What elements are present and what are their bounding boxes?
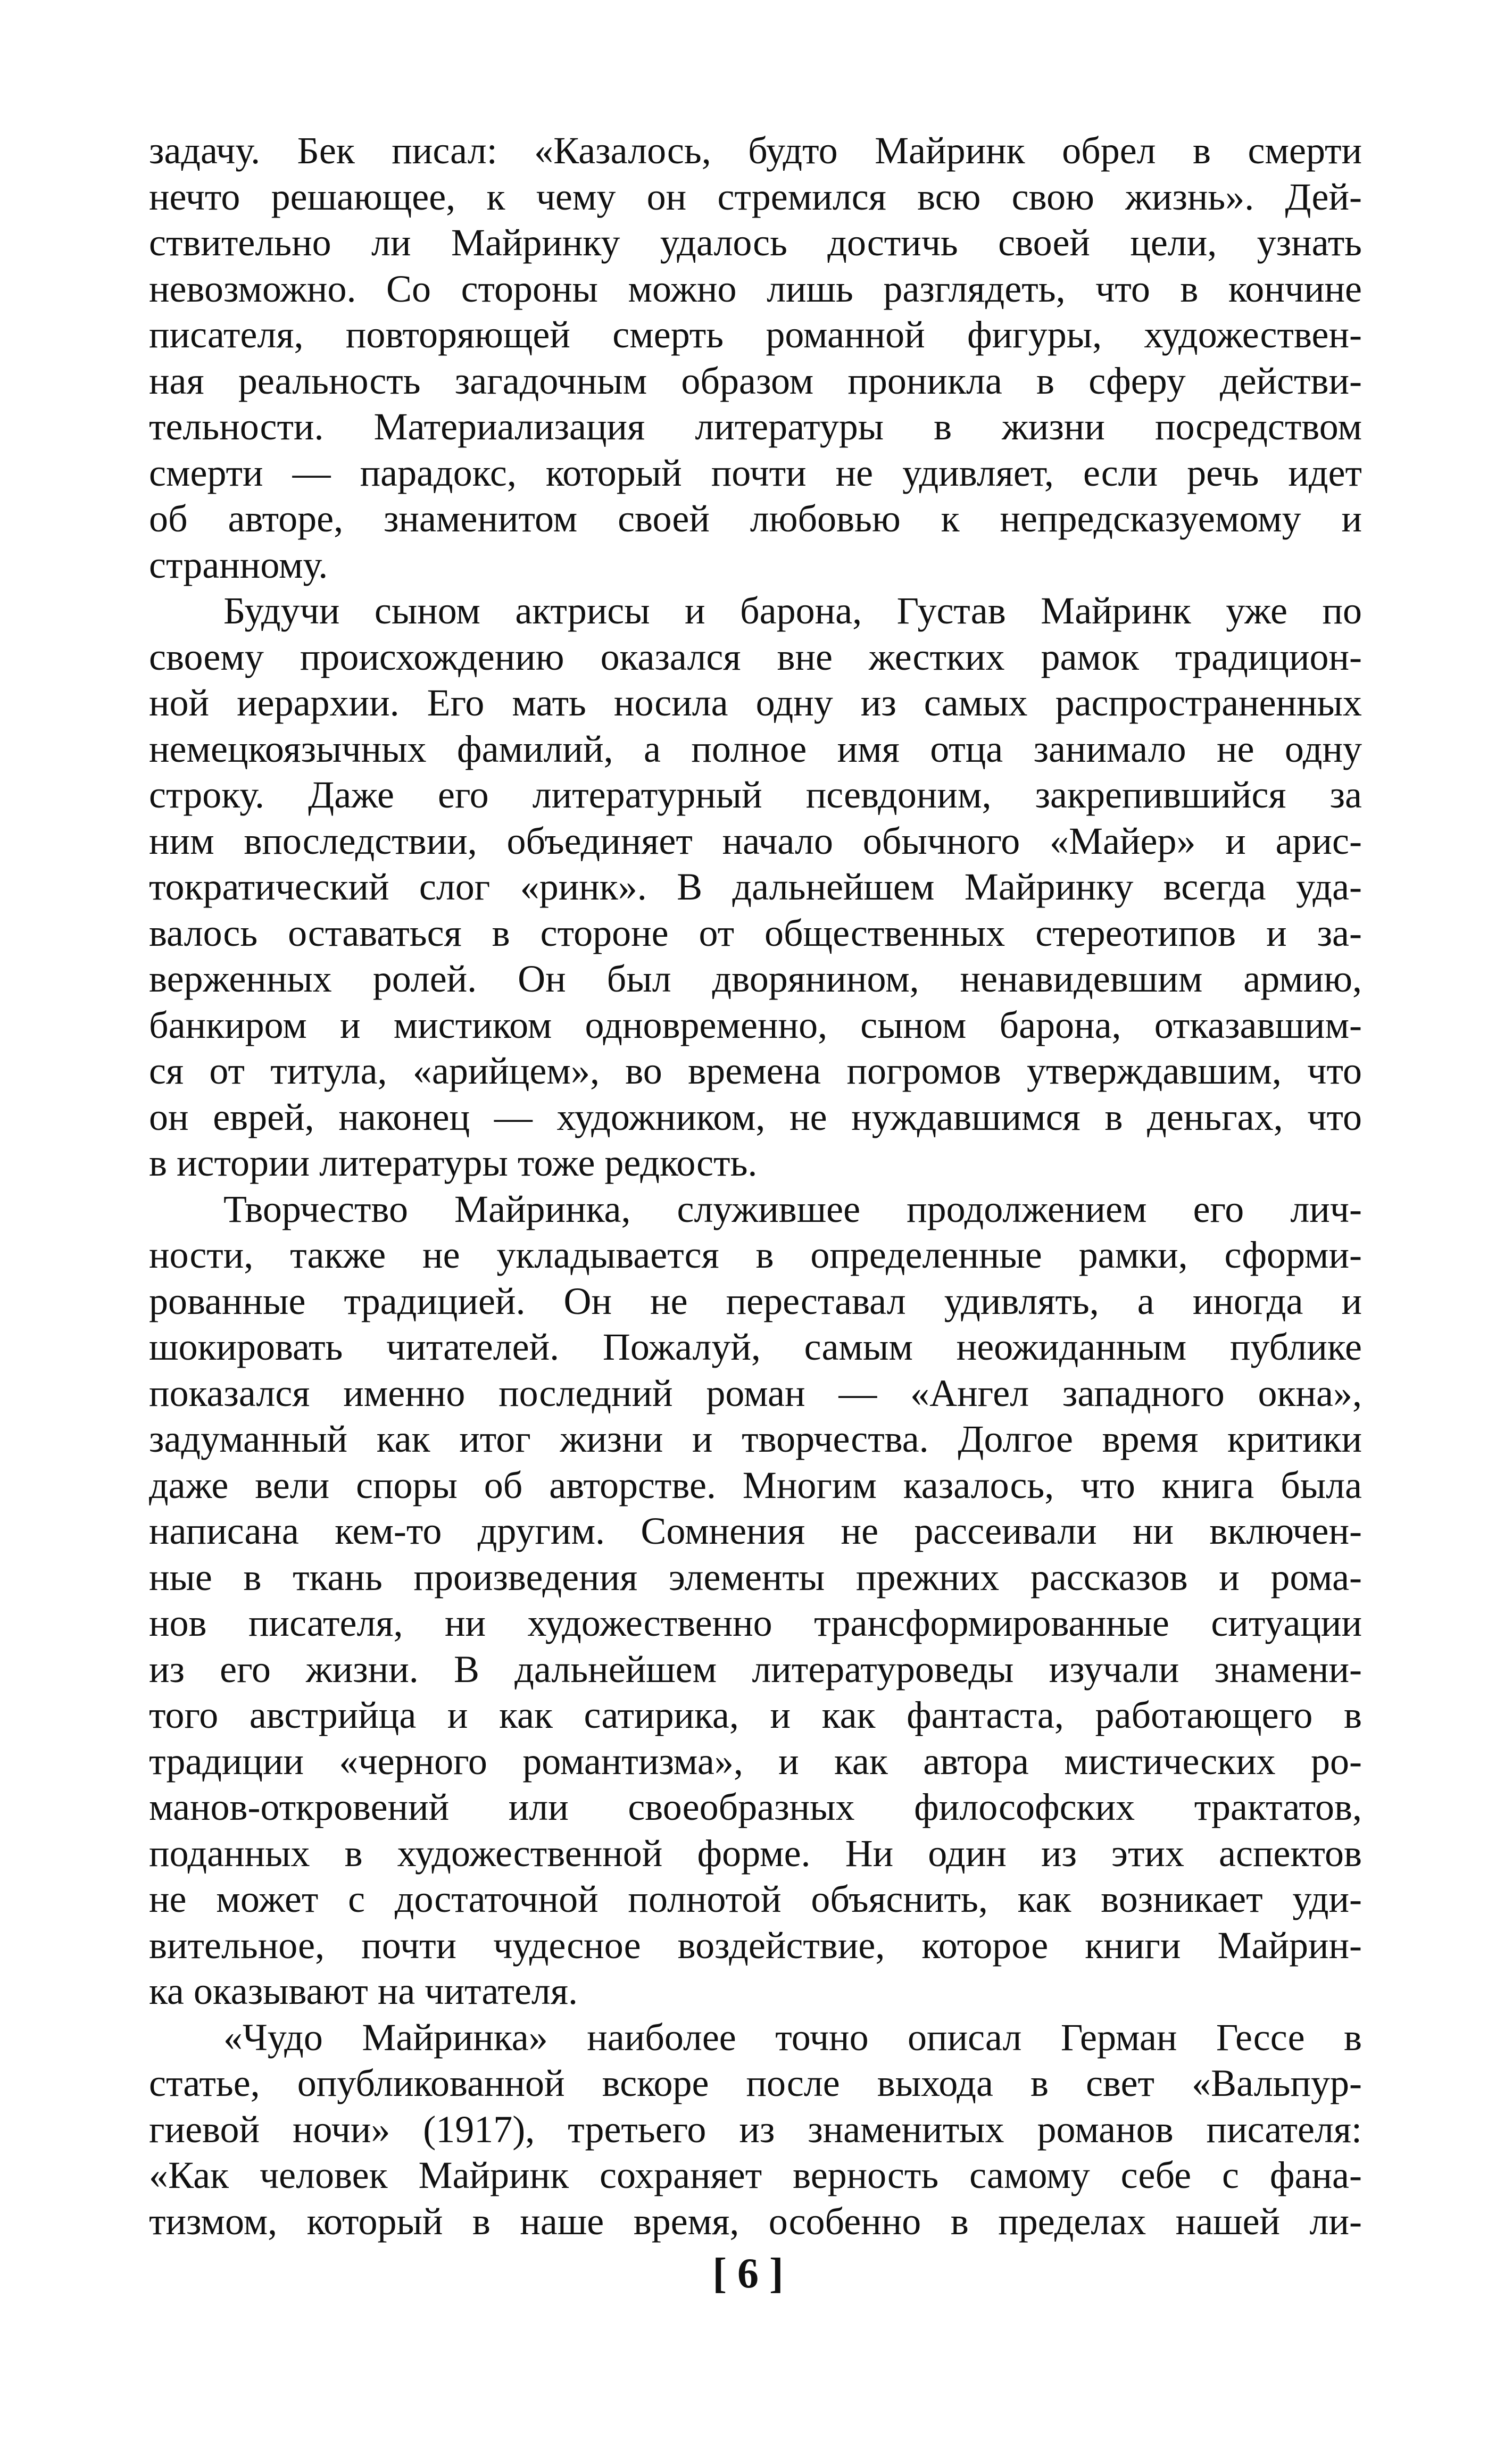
text-line: тельности. Материализация литературы в жизни посредством <box>149 405 1362 448</box>
text-line: строку. Даже его литературный псевдоним, закрепившийся за <box>149 773 1362 816</box>
text-line: ности, также не укладывается в определенные рамки, сформи- <box>149 1234 1362 1276</box>
text-line: Творчество Майринка, служившее продолжением его лич- <box>223 1187 1362 1230</box>
text-line: ной иерархии. Его мать носила одну из самых распространенных <box>149 681 1362 724</box>
text-line: поданных в художественной форме. Ни один из этих аспектов <box>149 1832 1362 1875</box>
text-line: «Чудо Майринка» наиболее точно описал Герман Гессе в <box>223 2016 1362 2059</box>
text-line: немецкоязычных фамилий, а полное имя отца занимало не одну <box>149 727 1362 770</box>
text-line: в истории литературы тоже редкость. <box>149 1142 758 1184</box>
text-line: странному. <box>149 543 328 586</box>
text-line: шокировать читателей. Пожалуй, самым неожиданным публике <box>149 1326 1362 1368</box>
text-line: «Как человек Майринк сохраняет верность самому себе с фана- <box>149 2154 1362 2196</box>
text-line: вительное, почти чудесное воздействие, которое книги Майрин- <box>149 1924 1362 1967</box>
text-line: ним впоследствии, объединяет начало обычного «Майер» и арис- <box>149 819 1362 862</box>
text-line: банкиром и мистиком одновременно, сыном барона, отказавшим- <box>149 1003 1362 1046</box>
text-line: тизмом, который в наше время, особенно в пределах нашей ли- <box>149 2200 1362 2243</box>
text-line: верженных ролей. Он был дворянином, ненавидевшим армию, <box>149 958 1362 1000</box>
text-line: ка оказывают на читателя. <box>149 1970 578 2012</box>
text-line: ся от титула, «арийцем», во времена погромов утверждавшим, что <box>149 1050 1362 1092</box>
text-line: не может с достаточной полнотой объяснить, как возникает уди- <box>149 1878 1362 1920</box>
text-line: задачу. Бек писал: «Казалось, будто Майринк обрел в смерти <box>149 129 1362 172</box>
text-line: об авторе, знаменитом своей любовью к непредсказуемому и <box>149 497 1362 540</box>
text-line: гиевой ночи» (1917), третьего из знаменитых романов писателя: <box>149 2108 1362 2151</box>
paragraph-1 <box>149 128 1362 588</box>
text-line: своему происхождению оказался вне жестких рамок традицион- <box>149 635 1362 678</box>
text-line: статье, опубликованной вскоре после выхода в свет «Вальпур- <box>149 2062 1362 2104</box>
text-line: смерти — парадокс, который почти не удивляет, если речь идет <box>149 451 1362 494</box>
text-line: ствительно ли Майринку удалось достичь своей цели, узнать <box>149 221 1362 264</box>
text-line: даже вели споры об авторстве. Многим казалось, что книга была <box>149 1463 1362 1506</box>
text-line: показался именно последний роман — «Ангел западного окна», <box>149 1371 1362 1414</box>
text-line: ные в ткань произведения элементы прежних рассказов и рома- <box>149 1555 1362 1599</box>
text-line: написана кем-то другим. Сомнения не рассеивали ни включен- <box>149 1510 1362 1552</box>
page-number: [ 6 ] <box>712 2250 784 2297</box>
paragraph-3 <box>149 1186 1362 2015</box>
text-line: рованные традицией. Он не переставал удивлять, а иногда и <box>149 1279 1362 1322</box>
text-line: манов-откровений или своеобразных философских трактатов, <box>149 1786 1362 1828</box>
text-line: тократический слог «ринк». В дальнейшем Майринку всегда уда- <box>149 865 1362 908</box>
text-line: задуманный как итог жизни и творчества. Долгое время критики <box>149 1418 1362 1460</box>
text-line: валось оставаться в стороне от общественных стереотипов и за- <box>149 911 1362 954</box>
text-line: того австрийца и как сатирика, и как фантаста, работающего в <box>149 1694 1362 1736</box>
text-line: он еврей, наконец — художником, не нуждавшимся в деньгах, что <box>149 1095 1362 1138</box>
text-line: писателя, повторяющей смерть романной фигуры, художествен- <box>149 313 1362 356</box>
text-line: ная реальность загадочным образом проникла в сферу действи- <box>149 359 1362 402</box>
paragraph-2 <box>149 588 1362 1186</box>
text-line: из его жизни. В дальнейшем литературоведы изучали знамени- <box>149 1647 1362 1691</box>
text-line: нечто решающее, к чему он стремился всю свою жизнь». Дей- <box>149 175 1362 218</box>
text-line: нов писателя, ни художественно трансформированные ситуации <box>149 1602 1362 1644</box>
page-body <box>149 128 1362 2341</box>
paragraph-4 <box>149 2015 1362 2245</box>
text-line: традиции «черного романтизма», и как автора мистических ро- <box>149 1739 1362 1783</box>
text-line: Будучи сыном актрисы и барона, Густав Майринк уже по <box>223 589 1362 632</box>
text-line: невозможно. Со стороны можно лишь разглядеть, что в кончине <box>149 267 1362 310</box>
